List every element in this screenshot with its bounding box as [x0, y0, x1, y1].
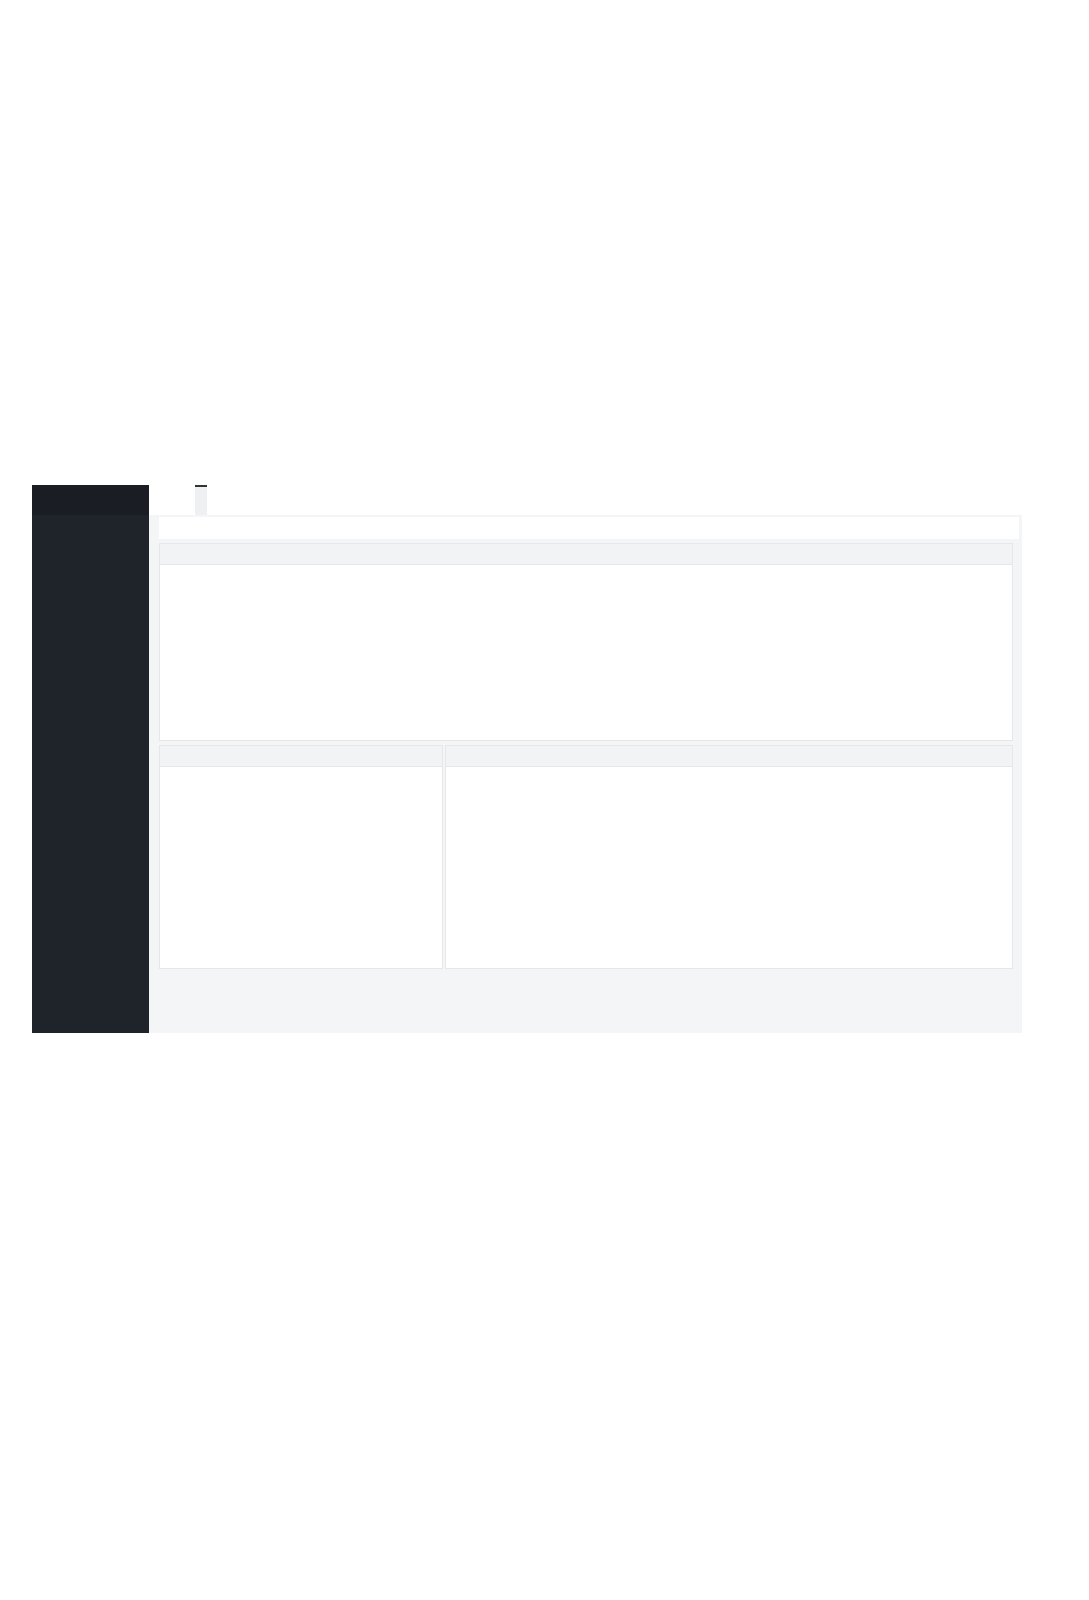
audit-log-pie-chart — [729, 766, 1012, 966]
system-info-card — [159, 543, 1013, 741]
brand-title — [32, 485, 149, 515]
system-info-header — [160, 544, 1012, 565]
section-7-paragraph-1 — [34, 1093, 1039, 1146]
section-6-paragraph-1 — [34, 62, 1039, 115]
main-area — [149, 515, 1022, 1033]
firewall-log-pie-chart — [446, 766, 729, 966]
management-system-screenshot — [32, 485, 1022, 1033]
page-tab-row — [159, 517, 1019, 539]
online-devices-header — [160, 746, 442, 767]
online-device-pie-chart — [160, 766, 442, 966]
sidebar — [32, 485, 149, 1033]
section-7-paragraph-2 — [34, 1408, 1039, 1461]
top-bar — [149, 485, 1022, 515]
section-6-paragraph-2 — [34, 324, 1039, 377]
log-stats-card — [445, 745, 1013, 969]
online-devices-card — [159, 745, 443, 969]
log-stats-header — [446, 746, 1012, 767]
tab-platform[interactable] — [195, 485, 207, 517]
